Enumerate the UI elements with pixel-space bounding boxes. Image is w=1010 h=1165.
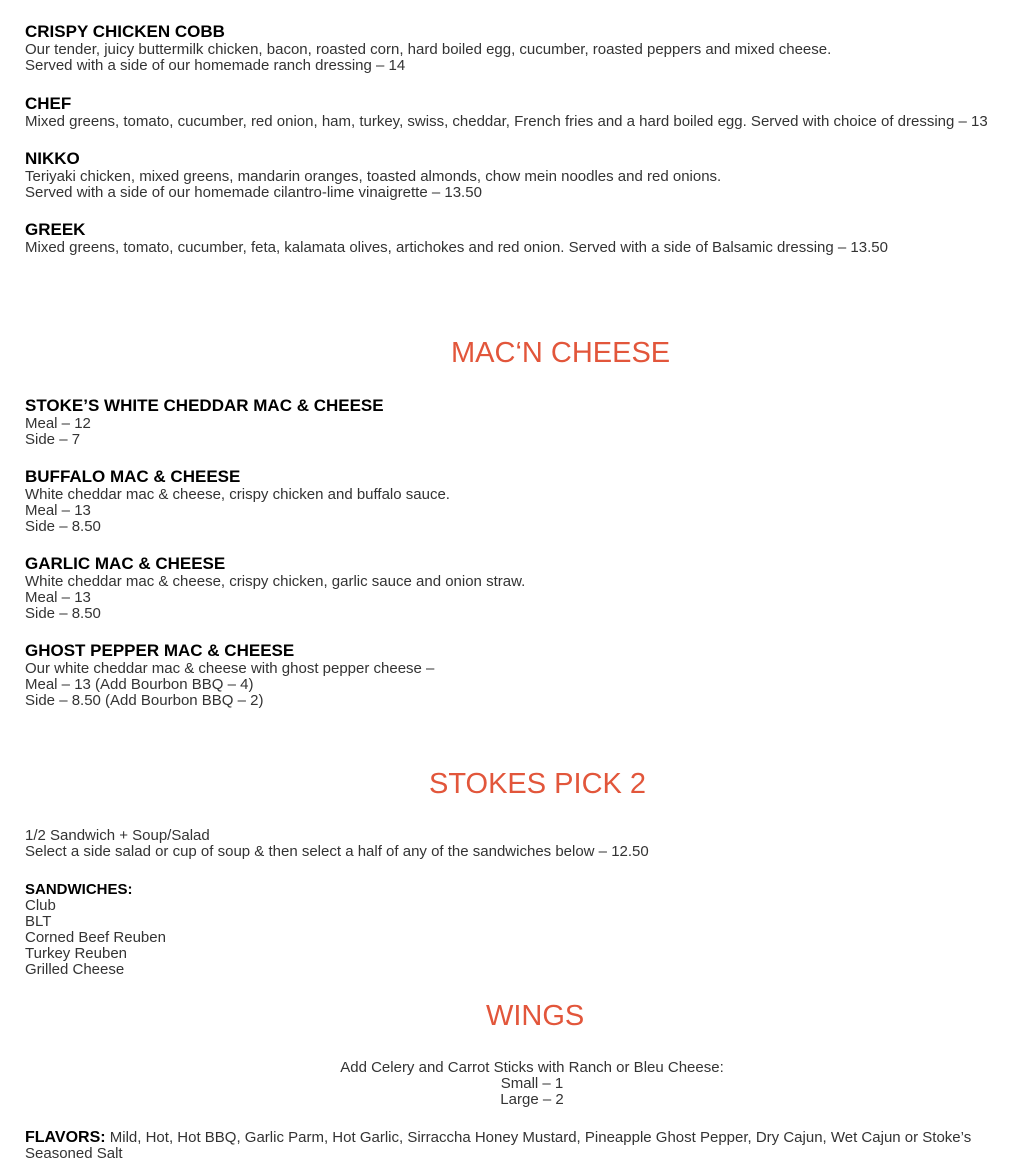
wings-addon-line: Add Celery and Carrot Sticks with Ranch or Bleu Cheese: [340, 1059, 724, 1076]
pick2-line: Select a side salad or cup of soup & then select a half of any of the sandwiches below – 12.50 [25, 843, 649, 860]
item-price: Side – 8.50 (Add Bourbon BBQ – 2) [25, 692, 264, 709]
flavors-label: FLAVORS: [25, 1129, 106, 1146]
list-item: Grilled Cheese [25, 961, 125, 978]
item-name: CRISPY CHICKEN COBB [25, 22, 225, 41]
wings-flavors [25, 1130, 985, 1162]
list-item: Corned Beef Reuben [25, 929, 166, 946]
item-name: BUFFALO MAC & CHEESE [25, 467, 241, 486]
item-description: Served with a side of our homemade cilantro-lime vinaigrette – 13.50 [25, 184, 482, 201]
wings-addon-line: Small – 1 [500, 1075, 564, 1092]
item-description: Teriyaki chicken, mixed greens, mandarin oranges, toasted almonds, chow mein noodles and red onions. [25, 168, 722, 185]
pick2-line: 1/2 Sandwich + Soup/Salad [25, 827, 210, 844]
mac-item-white-cheddar [25, 396, 995, 448]
section-heading-mac: MAC‘N CHEESE [451, 337, 671, 369]
salad-item-chef [25, 94, 995, 130]
item-name: NIKKO [25, 149, 80, 168]
item-name: GREEK [25, 220, 86, 239]
item-description: Served with a side of our homemade ranch dressing – 14 [25, 57, 406, 74]
sandwich-list [25, 882, 995, 978]
section-heading-pick2: STOKES PICK 2 [429, 768, 647, 800]
item-name: GARLIC MAC & CHEESE [25, 554, 226, 573]
item-description: Our tender, juicy buttermilk chicken, bacon, roasted corn, hard boiled egg, cucumber, roasted peppers and mixed cheese. [25, 41, 832, 58]
item-name: CHEF [25, 94, 72, 113]
item-price: Side – 8.50 [25, 605, 101, 622]
item-description: Mixed greens, tomato, cucumber, feta, kalamata olives, artichokes and red onion. Served with a side of Balsamic dressing – 13.50 [25, 239, 888, 256]
item-description: Mixed greens, tomato, cucumber, red onion, ham, turkey, swiss, cheddar, French fries and a hard boiled egg. Served with choice of dressing – 13 [25, 113, 988, 130]
list-item: Club [25, 897, 56, 914]
item-description: Our white cheddar mac & cheese with ghost pepper cheese – [25, 660, 435, 677]
item-name: STOKE’S WHITE CHEDDAR MAC & CHEESE [25, 396, 384, 415]
item-price: Meal – 13 [25, 502, 91, 519]
pick2-description [25, 828, 995, 860]
mac-item-garlic [25, 554, 995, 622]
item-name: GHOST PEPPER MAC & CHEESE [25, 641, 295, 660]
item-price: Side – 8.50 [25, 518, 101, 535]
list-item: Turkey Reuben [25, 945, 127, 962]
section-heading-wings: WINGS [486, 1000, 585, 1032]
wings-addon [25, 1060, 1010, 1108]
mac-item-ghost-pepper [25, 641, 995, 709]
item-description: White cheddar mac & cheese, crispy chicken and buffalo sauce. [25, 486, 450, 503]
salad-item-greek [25, 220, 995, 256]
mac-item-buffalo [25, 467, 995, 535]
flavors-text: Mild, Hot, Hot BBQ, Garlic Parm, Hot Garlic, Sirraccha Honey Mustard, Pineapple Ghost Pepper, Dry Cajun, Wet Cajun or Stoke’s Seasoned Salt [25, 1129, 972, 1162]
list-item: BLT [25, 913, 52, 930]
item-price: Side – 7 [25, 431, 81, 448]
item-description: White cheddar mac & cheese, crispy chicken, garlic sauce and onion straw. [25, 573, 526, 590]
wings-addon-line: Large – 2 [500, 1091, 564, 1108]
salad-item-cobb [25, 22, 995, 74]
item-price: Meal – 13 (Add Bourbon BBQ – 4) [25, 676, 254, 693]
salad-item-nikko [25, 149, 995, 201]
item-price: Meal – 12 [25, 415, 91, 432]
sandwiches-label: SANDWICHES: [25, 881, 133, 898]
item-price: Meal – 13 [25, 589, 91, 606]
